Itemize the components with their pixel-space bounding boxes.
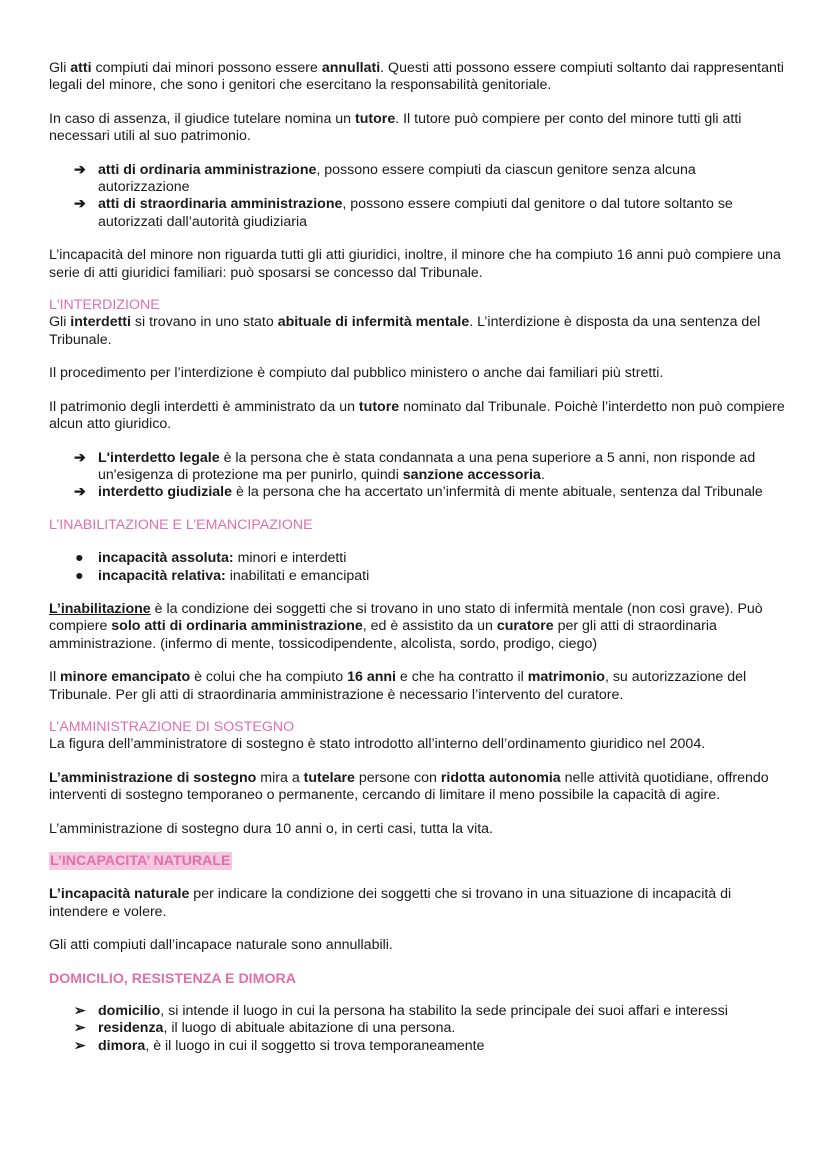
paragraph-interdetti <box>49 314 789 349</box>
bold-text: incapacità relativa: <box>98 567 226 584</box>
text: , possono essere compiuti da ciascun genitore senza alcuna autorizzazione <box>98 161 696 196</box>
paragraph-emancipato <box>49 669 789 704</box>
bold-text: atti di straordinaria amministrazione <box>98 196 343 213</box>
text: nominato dal Tribunale. Poichè l’interdetto non può compiere alcun atto giuridico. <box>49 398 785 433</box>
text: si trovano in uno stato <box>130 314 278 331</box>
bullet-icon: ● <box>75 550 84 567</box>
paragraph-tutore <box>49 111 789 146</box>
bold-text: sanzione accessoria <box>402 466 541 483</box>
bold-text: solo atti di ordinaria amministrazione <box>111 618 363 635</box>
paragraph-atti-minori <box>49 60 789 95</box>
bold-text: annullati <box>321 60 381 76</box>
list-interdetto <box>49 450 789 502</box>
bold-text: residenza <box>98 1020 164 1037</box>
paragraph-annullabili: Gli atti compiuti dall’incapace naturale sono annullabili. <box>49 937 393 954</box>
paragraph-figura-amministratore: La figura dell’amministratore di sostegno è stato introdotto all’interno dell’ordinamento giuridico nel 2004. <box>49 736 706 753</box>
triangle-arrow-icon: ➢ <box>74 1003 86 1020</box>
bold-text: interdetti <box>70 314 131 331</box>
paragraph-patrimonio <box>49 399 789 434</box>
paragraph-amministrazione-sostegno <box>49 770 789 805</box>
list-item <box>49 550 789 567</box>
text: . <box>540 466 545 483</box>
bold-text: atti <box>70 60 92 76</box>
arrow-icon: ➔ <box>74 449 86 466</box>
bold-text: 16 anni <box>347 669 396 686</box>
arrow-icon: ➔ <box>74 484 86 501</box>
list-item <box>49 484 789 501</box>
bold-text: abituale di infermità mentale <box>277 314 470 331</box>
paragraph-procedimento: Il procedimento per l’interdizione è compiuto dal pubblico ministero o anche dai familiari più stretti. <box>49 365 664 382</box>
bold-text: ridotta autonomia <box>440 769 561 786</box>
bold-text: minore emancipato <box>60 669 191 686</box>
heading-interdizione: L'INTERDIZIONE <box>49 297 160 314</box>
text: Gli <box>49 60 71 76</box>
list-item <box>49 450 789 485</box>
list-item <box>49 568 789 585</box>
text: . Il tutore può compiere per conto del minore tutti gli atti necessari utili al suo patrimonio. <box>49 110 742 145</box>
list-amministrazione <box>49 162 789 232</box>
text: è la persona che è stata condannata a una pena superiore a 5 anni, non risponde ad un'esigenza di protezione ma per punirlo, quindi <box>98 449 756 483</box>
heading-naturale <box>49 853 789 870</box>
list-item <box>49 1003 789 1020</box>
heading-inabilitazione: L’INABILITAZIONE E L’EMANCIPAZIONE <box>49 516 313 533</box>
text: persone con <box>354 769 441 786</box>
bold-text: interdetto giudiziale <box>98 484 232 501</box>
triangle-arrow-icon: ➢ <box>74 1020 86 1037</box>
text: Il patrimonio degli interdetti è amministrato da un <box>49 398 359 415</box>
text: Gli <box>49 314 71 331</box>
text: , si intende il luogo in cui la persona ha stabilito la sede principale dei suoi affari e interessi <box>160 1003 728 1020</box>
text: . Questi atti possono essere compiuti soltanto dai rappresentanti legali del minore, che sono i genitori che esercitano la responsabilità genitoriale. <box>49 60 784 94</box>
paragraph-inabilitazione <box>49 601 789 653</box>
bold-text: L’incapacità naturale <box>49 886 190 903</box>
bold-text: incapacità assoluta: <box>98 550 234 567</box>
arrow-icon: ➔ <box>74 196 86 213</box>
triangle-arrow-icon: ➢ <box>74 1037 86 1054</box>
text: Il <box>49 669 61 686</box>
bold-text: tutore <box>358 398 400 415</box>
heading-domicilio: DOMICILIO, RESISTENZA E DIMORA <box>49 970 296 987</box>
text: , su autorizzazione del Tribunale. Per gli atti di straordinaria amministrazione è necessario l’intervento del curatore. <box>49 669 747 703</box>
bold-underlined-text: L’inabilitazione <box>49 600 151 617</box>
list-item <box>49 1038 789 1055</box>
text: , il luogo di abituale abitazione di una persona. <box>163 1020 456 1037</box>
text: In caso di assenza, il giudice tutelare nomina un <box>49 110 356 127</box>
list-incapacita <box>49 550 789 585</box>
heading-sostegno: L’AMMINISTRAZIONE DI SOSTEGNO <box>49 718 295 735</box>
arrow-icon: ➔ <box>74 161 86 178</box>
text: è la persona che ha accertato un’infermità di mente abituale, sentenza dal Tribunale <box>232 484 763 501</box>
bold-text: tutelare <box>303 769 355 786</box>
text: per gli atti di straordinaria amministrazione. (infermo di mente, tossicodipendente, alcolista, sordo, prodigo, ciego) <box>49 618 717 652</box>
text: è colui che ha compiuto <box>190 669 348 686</box>
bold-text: matrimonio <box>527 669 605 686</box>
text: nelle attività quotidiane, offrendo interventi di sostegno temporaneo o permanente, cercando di limitare il meno possibile la capacità di agire. <box>49 769 769 804</box>
list-item <box>49 196 789 231</box>
bold-text: dimora <box>98 1037 146 1054</box>
list-item <box>49 162 789 197</box>
text: mira a <box>256 769 304 786</box>
text: per indicare la condizione dei soggetti che si trovano in una situazione di incapacità di intendere e volere. <box>49 886 732 920</box>
bold-text: domicilio <box>98 1003 161 1020</box>
paragraph-incapacita-naturale <box>49 886 789 921</box>
text: e che ha contratto il <box>395 669 528 686</box>
list-item <box>49 1020 789 1037</box>
list-domicilio <box>49 1003 789 1055</box>
text: inabilitati e emancipati <box>225 567 370 584</box>
paragraph-incapacita-minore: L’incapacità del minore non riguarda tutti gli atti giuridici, inoltre, il minore che ha compiuto 16 anni può compiere una serie di atti giuridici familiari: può sposarsi se concesso dal Tribunale. <box>49 247 781 281</box>
document-page <box>49 60 789 1055</box>
text: , è il luogo in cui il soggetto si trova temporaneamente <box>145 1037 485 1054</box>
bullet-icon: ● <box>75 567 84 584</box>
bold-text: tutore <box>355 110 396 127</box>
bold-text: L'interdetto legale <box>98 449 220 466</box>
text: è la condizione dei soggetti che si trovano in uno stato di infermità mentale (non così grave). Può compiere <box>49 600 763 635</box>
text: , possono essere compiuti dal genitore o dal tutore soltanto se autorizzati dall’autorità giudiziaria <box>98 196 733 230</box>
highlighted-heading: L’INCAPACITA’ NATURALE <box>50 853 231 869</box>
text: compiuti dai minori possono essere <box>91 60 322 76</box>
bold-text: curatore <box>496 618 554 635</box>
bold-text: atti di ordinaria amministrazione <box>98 161 317 178</box>
text: minori e interdetti <box>233 550 347 567</box>
paragraph-durata: L’amministrazione di sostegno dura 10 anni o, in certi casi, tutta la vita. <box>49 820 493 837</box>
text: . L’interdizione è disposta da una sentenza del Tribunale. <box>49 314 761 348</box>
text: , ed è assistito da un <box>362 618 497 635</box>
bold-text: L’amministrazione di sostegno <box>49 769 257 786</box>
